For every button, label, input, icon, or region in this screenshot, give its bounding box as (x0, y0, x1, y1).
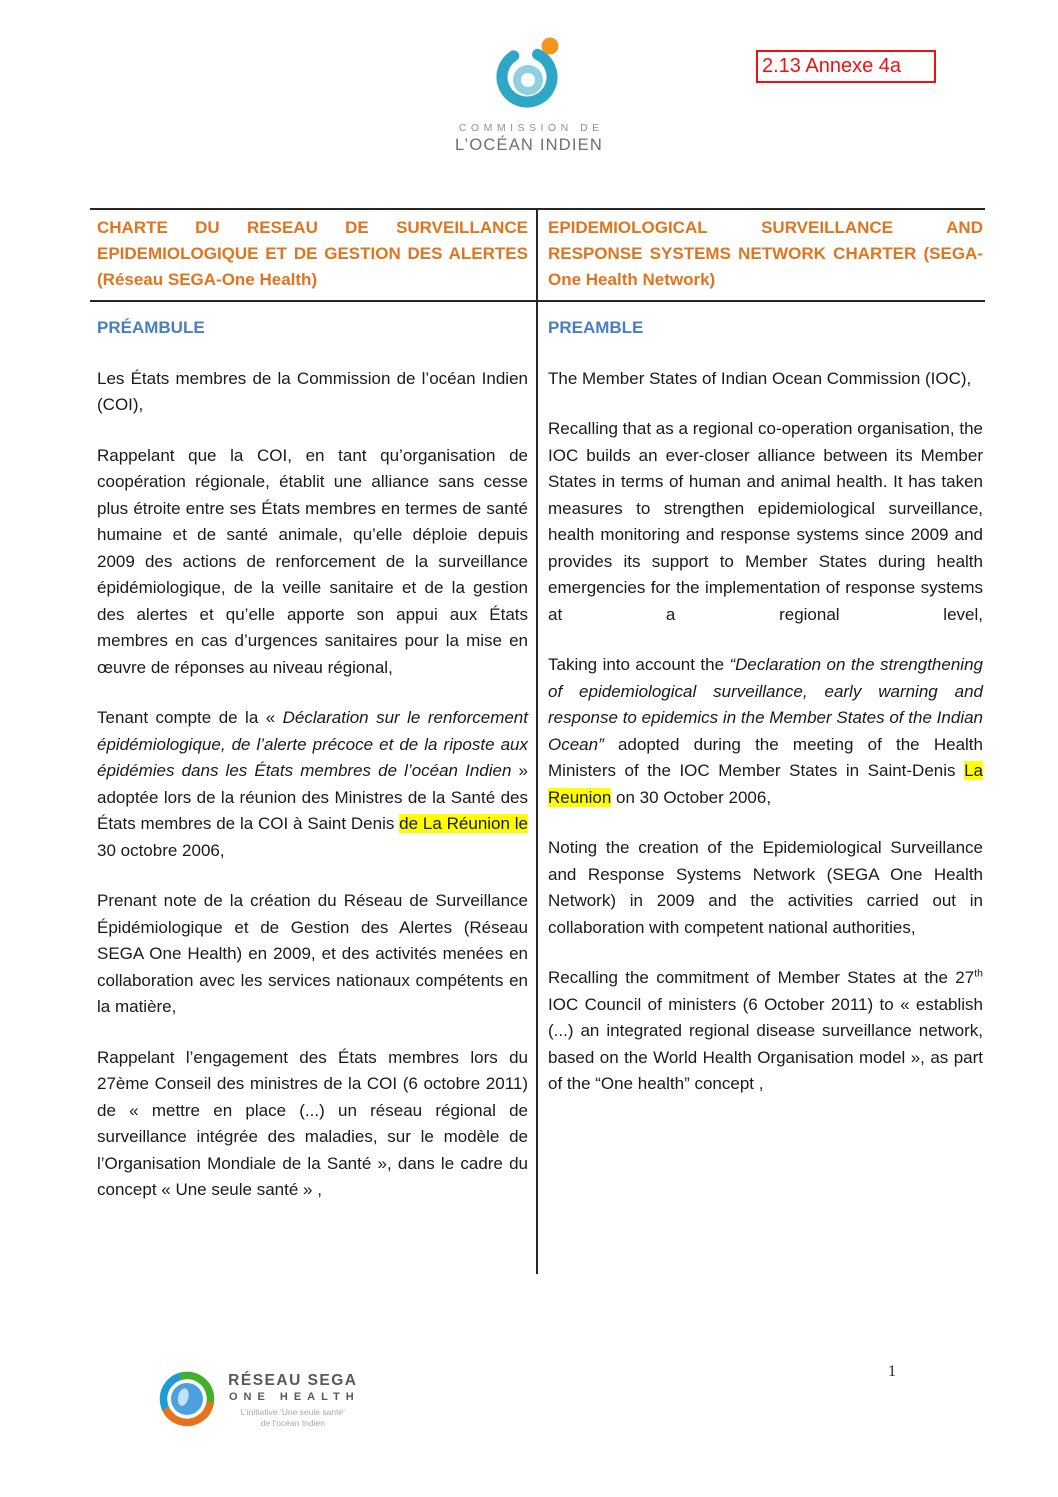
text-run: Prenant note de la création du Réseau de Surveillance Épidémiologique et de Gestion des Alertes (Réseau SEGA One Health) en 2009, et des activités menées en collaboration avec les services nationaux compétents en la matière, (97, 891, 528, 1016)
sega-logo-text (226, 1372, 360, 1429)
italic-quote: “Declaration on the strengthening of epidemiological surveillance, early warning and response to epidemics in the Member States of the Indian Ocean” (548, 655, 983, 754)
text-run: Rappelant que la COI, en tant qu’organisation de coopération régionale, établit une alliance sans cesse plus étroite entre ses États membres en termes de santé humaine et de santé animale, qu’elle déploie depuis 2009 des actions de renforcement de la surveillance épidémiologique, de la veille sanitaire et de la gestion des alertes et qu’elle apporte son appui aux États membres en cas d’urgences sanitaires pour la mise en œuvre de réponses au niveau régional, (97, 445, 528, 677)
sega-globe-icon (156, 1364, 218, 1437)
annexe-annotation-box (756, 50, 936, 83)
section-heading-english: PREAMBLE (548, 318, 644, 337)
title-english: EPIDEMIOLOGICAL SURVEILLANCE AND RESPONSE SYSTEMS NETWORK CHARTER (SEGA-One Health Network) (538, 208, 985, 302)
text-run: Recalling the commitment of Member States at the 27 (548, 968, 975, 987)
paragraph (548, 416, 983, 628)
body-english (538, 302, 985, 1274)
annexe-annotation-text: 2.13 Annexe 4a (762, 55, 902, 77)
text-run: adopted during the meeting of the Health Ministers of the IOC Member States in Saint-Denis (548, 734, 983, 780)
paragraph (97, 366, 528, 419)
coi-logo-icon (491, 34, 567, 115)
page-number: 1 (888, 1363, 896, 1380)
text-run: Taking into account the (548, 655, 730, 674)
coi-logo-name-line2: L’OCÉAN INDIEN (455, 136, 603, 154)
text-run: Tenant compte de la « (97, 708, 283, 727)
text-run: Noting the creation of the Epidemiological Surveillance and Response Systems Network (SEGA One Health Network) in 2009 and the activities carried out in collaboration with competent national authorities, (548, 838, 983, 937)
paragraph (548, 835, 983, 941)
bilingual-table (90, 208, 985, 1274)
text-run: Rappelant l’engagement des États membres lors du 27ème Conseil des ministres de la COI (6 octobre 2011) de « mettre en place (...) un réseau régional de surveillance intégrée des maladies, sur le modèle de l’Organisation Mondiale de la Santé », dans le cadre du concept « Une seule santé » , (97, 1047, 528, 1199)
section-heading-french: PRÉAMBULE (97, 318, 205, 337)
sega-logo-name-line2: ONE HEALTH (229, 1391, 360, 1403)
paragraph (548, 366, 983, 393)
text-run: Les États membres de la Commission de l’océan Indien (COI), (97, 368, 528, 414)
highlighted-text: de La Réunion le (399, 814, 529, 833)
paragraph (548, 652, 983, 811)
italic-quote: Déclaration sur le renforcement épidémiologique, de l’alerte précoce et de la riposte aux épidémies dans les États membres de l’océan Indien (97, 708, 528, 780)
sega-logo-tagline: L’initiative ‘Une seule santé’ de l’océan Indien (240, 1407, 346, 1428)
text-run: IOC Council of ministers (6 October 2011) to « establish (...) an integrated regional disease surveillance network, based on the World Health Organisation model », as part of the “One health” concept , (548, 994, 983, 1093)
sega-logo-name-line1: RÉSEAU SEGA (228, 1372, 358, 1389)
coi-logo-name-line1: COMMISSION DE (458, 122, 604, 134)
paragraph (97, 705, 528, 864)
text-run: Recalling that as a regional co-operation organisation, the IOC builds an ever-closer alliance between its Member States in terms of human and animal health. It has taken measures to strengthen epidemiological surveillance, health monitoring and response systems since 2009 and provides its support to Member States during health emergencies for the implementation of response systems at a regional level, (548, 419, 983, 624)
body-french (90, 302, 538, 1274)
paragraphs-english (548, 366, 983, 1098)
text-run: » adoptée lors de la réunion des Ministres de la Santé des États membres de la COI à Saint Denis (97, 761, 528, 833)
paragraph (97, 1045, 528, 1204)
sega-logo (156, 1364, 360, 1437)
highlighted-text: La Reunion (548, 761, 983, 807)
title-french: CHARTE DU RESEAU DE SURVEILLANCE EPIDEMIOLOGIQUE ET DE GESTION DES ALERTES (Réseau SEGA-One Health) (90, 208, 538, 302)
paragraphs-french (97, 366, 528, 1204)
paragraph (97, 888, 528, 1021)
text-run: The Member States of Indian Ocean Commission (IOC), (548, 368, 972, 388)
text-run: on 30 October 2006, (611, 787, 772, 807)
paragraph (97, 443, 528, 682)
paragraph (548, 965, 983, 1098)
text-run: 30 octobre 2006, (97, 840, 225, 860)
superscript: th (974, 967, 983, 980)
